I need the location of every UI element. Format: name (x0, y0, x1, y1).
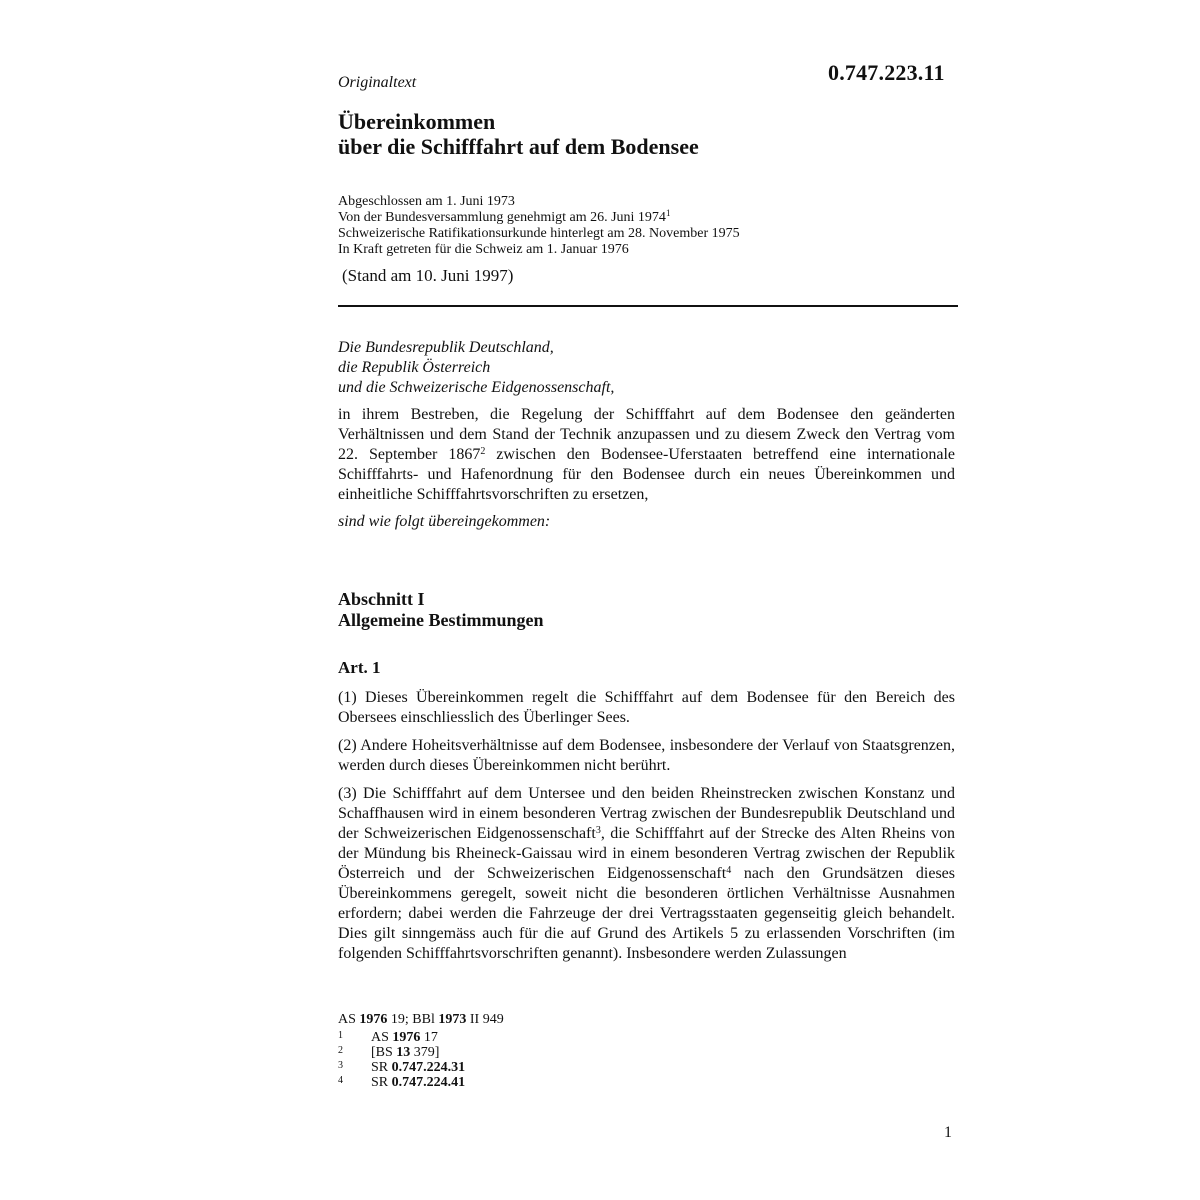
contracting-parties (338, 338, 614, 398)
footnote-number: 1 (338, 1030, 343, 1041)
footnote-4 (338, 1075, 465, 1090)
meta-approved (338, 210, 740, 226)
document-metadata (338, 194, 740, 258)
footnote-ref-3[interactable]: 3 (595, 825, 601, 836)
meta-ratification: Schweizerische Ratifikationsurkunde hinterlegt am 28. November 1975 (338, 226, 740, 241)
title-line-2: über die Schifffahrt auf dem Bodensee (338, 134, 699, 159)
preamble-text-a: in ihrem Bestreben, die Regelung der Schifffahrt auf dem Bodensee den geänderten Verhältnissen und dem Stand der Technik anzupassen und zu diesem Zweck den Vertrag vom 22. September 1867 (338, 406, 955, 463)
para3-text-a: (3) Die Schifffahrt auf dem Untersee und den beiden Rheinstrecken zwischen Konstanz und Schaffhausen wird in einem besonderen Vertrag zwischen der Bundesrepublik Deutschland und der Schweizerischen Eidgenossenschaft (338, 785, 955, 842)
original-text-label: Originaltext (338, 74, 417, 91)
source-bbl-year: 1973 (438, 1012, 467, 1027)
article-paragraph-2: (2) Andere Hoheitsverhältnisse auf dem Bodensee, insbesondere der Verlauf von Staatsgrenzen, werden durch dieses Übereinkommen nicht berührt. (338, 737, 955, 774)
meta-in-force: In Kraft getreten für die Schweiz am 1. Januar 1976 (338, 242, 629, 257)
sr-number: 0.747.223.11 (828, 60, 945, 85)
source-bbl-page: II 949 (466, 1012, 504, 1027)
section-number: Abschnitt I (338, 589, 425, 609)
footnote-text: SR 0.747.224.41 (371, 1075, 466, 1090)
title-line-1: Übereinkommen (338, 109, 496, 134)
para3-text-c: nach den Grundsätzen dieses Übereinkommens geregelt, soweit nicht die besonderen örtlichen Verhältnisse Ausnahmen erfordern; dabei werden die Fahrzeuge der drei Vertragsstaaten gegenseitig gleich behandelt. Dies gilt sinngemäss auch für die auf Grund des Artikels 5 zu erlassenden Vorschriften (im folgenden Schifffahrtsvorschriften genannt). Insbesondere werden Zulassungen (338, 865, 955, 962)
source-reference (338, 1012, 504, 1028)
section-title: Allgemeine Bestimmungen (338, 610, 544, 630)
footnote-text: AS 1976 17 (371, 1030, 438, 1045)
preamble-text-b: zwischen den Bodensee-Uferstaaten betreffend eine internationale Schifffahrts- und Hafenordnung für den Bodensee durch ein neues Übereinkommen und einheitliche Schifffahrtsvorschriften zu ersetzen, (338, 446, 955, 503)
meta-concluded: Abgeschlossen am 1. Juni 1973 (338, 194, 515, 209)
article-paragraph-1: (1) Dieses Übereinkommen regelt die Schifffahrt auf dem Bodensee für den Bereich des Obersees einschliesslich des Überlinger Sees. (338, 689, 955, 726)
footnote-ref-4[interactable]: 4 (726, 865, 732, 876)
status-date: (Stand am 10. Juni 1997) (342, 266, 514, 285)
article-heading: Art. 1 (338, 658, 381, 677)
source-as-year: 1976 (359, 1012, 388, 1027)
footnote-ref-2[interactable]: 2 (480, 446, 486, 457)
party-switzerland: und die Schweizerische Eidgenossenschaft, (338, 379, 615, 396)
party-austria: die Republik Österreich (338, 359, 491, 376)
footnote-number: 4 (338, 1075, 343, 1086)
footnotes (338, 1030, 465, 1090)
preamble (338, 405, 955, 505)
source-as-page: 19; BBl (387, 1012, 439, 1027)
section-heading (338, 589, 543, 631)
footnote-number: 3 (338, 1060, 343, 1071)
para3-text-b: , die Schifffahrt auf der Strecke des Alten Rheins von der Mündung bis Rheineck-Gaissau wird in einem besonderen Vertrag zwischen der Republik Österreich und der Schweizerischen Eidgenossenschaft (338, 825, 956, 882)
footnote-ref-1[interactable]: 1 (665, 208, 671, 218)
article-paragraph-3 (338, 784, 955, 964)
party-germany: Die Bundesrepublik Deutschland, (338, 339, 554, 356)
footnote-number: 2 (338, 1045, 343, 1056)
page-number: 1 (944, 1124, 952, 1141)
footnote-text: [BS 13 379] (371, 1045, 440, 1060)
preamble-concluding: sind wie folgt übereingekommen: (338, 513, 551, 530)
header-divider (338, 305, 958, 307)
source-as-label: AS (338, 1012, 360, 1027)
footnote-text: SR 0.747.224.31 (371, 1060, 466, 1075)
meta-approved-text: Von der Bundesversammlung genehmigt am 26. Juni 1974 (338, 210, 666, 225)
document-title (338, 109, 699, 159)
